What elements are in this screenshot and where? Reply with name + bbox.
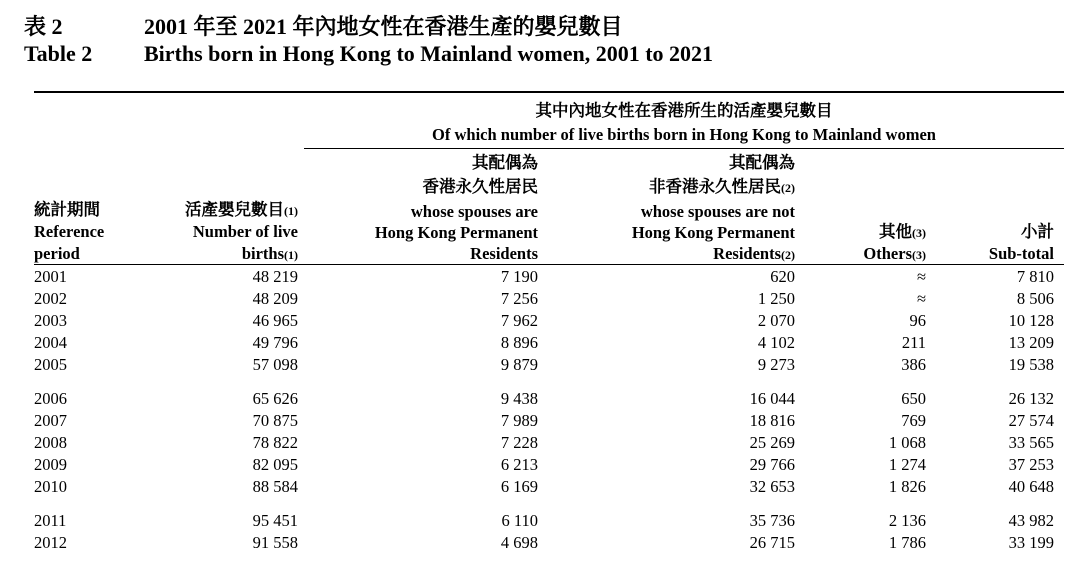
- cell-others: 650: [901, 389, 926, 408]
- table-label-english: Table 2: [24, 41, 93, 66]
- cell-period: 2006: [34, 389, 67, 408]
- cell-spouse-npr: 16 044: [749, 389, 795, 408]
- cell-spouse-pr: 7 962: [500, 311, 538, 330]
- cell-births: 49 796: [252, 333, 298, 352]
- col-header-period-en2: period: [34, 244, 80, 263]
- col-header-subtotal-en: Sub-total: [988, 244, 1054, 263]
- cell-spouse-npr: 25 269: [749, 433, 795, 452]
- cell-births: 65 626: [252, 389, 298, 408]
- cell-others: 1 826: [888, 477, 926, 496]
- cell-subtotal: 33 199: [1008, 533, 1054, 552]
- cell-others: 211: [901, 333, 926, 352]
- cell-others: 1 274: [888, 455, 926, 474]
- col-header-period-en1: Reference: [34, 222, 105, 241]
- group-rule: [304, 148, 1064, 149]
- cell-others: 769: [901, 411, 926, 430]
- cell-subtotal: 37 253: [1008, 455, 1054, 474]
- cell-others: 1 068: [888, 433, 926, 452]
- cell-subtotal: 26 132: [1008, 389, 1054, 408]
- cell-spouse-pr: 8 896: [500, 333, 538, 352]
- cell-spouse-pr: 7 228: [500, 433, 538, 452]
- cell-spouse-pr: 6 169: [500, 477, 538, 496]
- cell-subtotal: 10 128: [1008, 311, 1054, 330]
- table-title-chinese-text: 2001 年至 2021 年內地女性在香港生產的嬰兒數目: [144, 14, 623, 39]
- cell-births: 82 095: [252, 455, 298, 474]
- col-header-spouse-npr-en3: Residents(2): [713, 244, 795, 263]
- cell-others: 2 136: [888, 511, 926, 530]
- cell-spouse-npr: 18 816: [749, 411, 795, 430]
- col-header-spouse-pr-zh2: 香港永久性居民: [422, 177, 538, 196]
- cell-period: 2003: [34, 311, 67, 330]
- cell-spouse-npr: 620: [770, 267, 795, 286]
- cell-spouse-npr: 2 070: [757, 311, 795, 330]
- top-rule: [34, 91, 1064, 93]
- col-header-subtotal-zh: 小計: [1021, 222, 1054, 241]
- cell-spouse-pr: 6 110: [501, 511, 538, 530]
- cell-others: ≈: [916, 267, 926, 286]
- cell-subtotal: 27 574: [1008, 411, 1054, 430]
- col-header-births-zh: 活產嬰兒數目(1): [185, 200, 298, 219]
- cell-others: 386: [901, 355, 926, 374]
- cell-subtotal: 40 648: [1008, 477, 1054, 496]
- cell-spouse-npr: 1 250: [757, 289, 795, 308]
- cell-spouse-pr: 9 879: [500, 355, 538, 374]
- cell-births: 78 822: [252, 433, 298, 452]
- col-header-spouse-pr-en3: Residents: [470, 244, 538, 263]
- cell-period: 2004: [34, 333, 67, 352]
- cell-period: 2012: [34, 533, 67, 552]
- cell-spouse-npr: 26 715: [749, 533, 795, 552]
- col-header-spouse-npr-zh2: 非香港永久性居民(2): [649, 177, 795, 196]
- cell-period: 2010: [34, 477, 67, 496]
- col-header-spouse-npr-zh1: 其配偶為: [729, 153, 795, 172]
- cell-period: 2008: [34, 433, 67, 452]
- col-header-spouse-pr-en2: Hong Kong Permanent: [374, 223, 538, 242]
- cell-births: 70 875: [252, 411, 298, 430]
- cell-spouse-pr: 7 256: [500, 289, 538, 308]
- cell-births: 57 098: [252, 355, 298, 374]
- cell-spouse-npr: 35 736: [749, 511, 795, 530]
- cell-others: 1 786: [888, 533, 926, 552]
- cell-subtotal: 33 565: [1008, 433, 1054, 452]
- col-header-others-zh: 其他(3): [879, 222, 926, 241]
- cell-subtotal: 19 538: [1008, 355, 1054, 374]
- cell-spouse-npr: 4 102: [757, 333, 795, 352]
- cell-births: 48 209: [252, 289, 298, 308]
- cell-births: 48 219: [252, 267, 298, 286]
- col-header-spouse-npr-en2: Hong Kong Permanent: [631, 223, 795, 242]
- col-header-spouse-npr-en1: whose spouses are not: [640, 202, 795, 221]
- col-header-period-zh: 統計期間: [34, 200, 100, 219]
- cell-period: 2009: [34, 455, 67, 474]
- col-header-births-en1: Number of live: [192, 222, 298, 241]
- cell-births: 91 558: [252, 533, 298, 552]
- table-label-chinese: 表 2: [24, 14, 63, 39]
- cell-subtotal: 7 810: [1016, 267, 1054, 286]
- cell-period: 2007: [34, 411, 67, 430]
- cell-spouse-npr: 32 653: [749, 477, 795, 496]
- cell-spouse-pr: 9 438: [500, 389, 538, 408]
- cell-births: 46 965: [252, 311, 298, 330]
- col-header-others-en: Others(3): [863, 244, 926, 263]
- cell-spouse-pr: 7 989: [500, 411, 538, 430]
- cell-spouse-npr: 29 766: [749, 455, 795, 474]
- cell-births: 95 451: [252, 511, 298, 530]
- cell-period: 2011: [34, 511, 67, 530]
- cell-period: 2001: [34, 267, 67, 286]
- cell-period: 2002: [34, 289, 67, 308]
- cell-others: ≈: [916, 289, 926, 308]
- col-header-spouse-pr-en1: whose spouses are: [410, 202, 538, 221]
- cell-others: 96: [909, 311, 926, 330]
- cell-spouse-npr: 9 273: [757, 355, 795, 374]
- group-header-english: Of which number of live births born in Hong Kong to Mainland women: [432, 125, 936, 144]
- group-header-chinese: 其中內地女性在香港所生的活產嬰兒數目: [535, 101, 833, 120]
- cell-subtotal: 13 209: [1008, 333, 1054, 352]
- cell-period: 2005: [34, 355, 67, 374]
- cell-spouse-pr: 7 190: [500, 267, 538, 286]
- col-header-births-en2: births(1): [241, 244, 298, 263]
- cell-subtotal: 8 506: [1016, 289, 1054, 308]
- cell-spouse-pr: 6 213: [500, 455, 538, 474]
- table-title-english-text: Births born in Hong Kong to Mainland women, 2001 to 2021: [144, 41, 714, 66]
- cell-spouse-pr: 4 698: [500, 533, 538, 552]
- col-header-spouse-pr-zh1: 其配偶為: [472, 153, 538, 172]
- cell-subtotal: 43 982: [1008, 511, 1054, 530]
- cell-births: 88 584: [252, 477, 298, 496]
